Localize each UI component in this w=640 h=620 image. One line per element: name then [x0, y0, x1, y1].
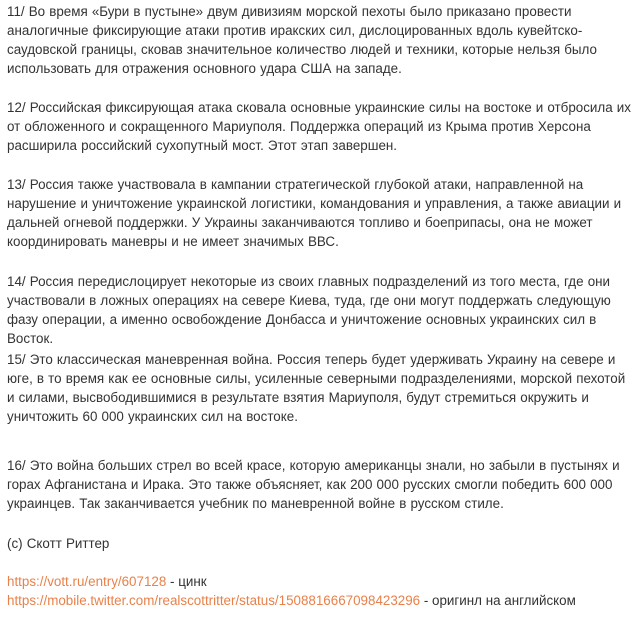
- paragraph-14: 14/ Россия передислоцирует некоторые из своих главных подразделений из того места, где они участвовали в ложных операциях на севере Киева, туда, где они могут поддержать следующую фазу операции, а именно освобождение Донбасса и уничтожение основных украинских сил в Восток.: [7, 274, 611, 346]
- paragraph-12: 12/ Российская фиксирующая атака сковала основные украинские силы на востоке и отбросила их от обложенного и сокращенного Мариуполя. Поддержка операций из Крыма против Херсона расширила российский сухопутный мост. Этот этап завершен.: [7, 100, 631, 153]
- paragraph-13: 13/ Россия также участвовала в кампании стратегической глубокой атаки, направленной на нарушение и уничтожение украинской логистики, командования и управления, а также авиации и дальней огневой поддержки. У Украины заканчиваются топливо и боеприпасы, она не может координировать маневры и не имеет значимых ВВС.: [7, 177, 622, 249]
- original-link-caption: - оригинл на английском: [420, 593, 576, 608]
- author-signature: (с) Скотт Риттер: [7, 536, 110, 551]
- original-tweet-link[interactable]: https://mobile.twitter.com/realscottritter/status/1508816667098423296: [7, 593, 421, 608]
- source-link-row: [7, 572, 633, 591]
- source-link-caption: - цинк: [166, 574, 207, 589]
- source-link[interactable]: https://vott.ru/entry/607128: [7, 574, 167, 589]
- paragraph-16: 16/ Это война больших стрел во всей красе, которую американцы знали, но забыли в пустынях и горах Афганистана и Ирака. Это также объясняет, как 200 000 русских смогли победить 600 000 украинцев. Так заканчивается учебник по маневренной войне в русском стиле.: [7, 458, 620, 511]
- paragraph-15: 15/ Это классическая маневренная война. Россия теперь будет удерживать Украину на севере и юге, в то время как ее основные силы, усиленные северными подразделениями, морской пехотой и силами, высвободившимися в результате взятия Мариуполя, будут стремиться окружить и уничтожить 60 000 украинских сил на востоке.: [7, 352, 626, 424]
- original-link-row: [7, 591, 633, 610]
- paragraph-11: 11/ Во время «Бури в пустыне» двум дивизиям морской пехоты было приказано провести аналогичные фиксирующие атаки против иракских сил, дислоцированных вдоль кувейтско-саудовской границы, сковав значительное количество людей и техники, которые нельзя было использовать для отражения основного удара США на западе.: [7, 4, 597, 76]
